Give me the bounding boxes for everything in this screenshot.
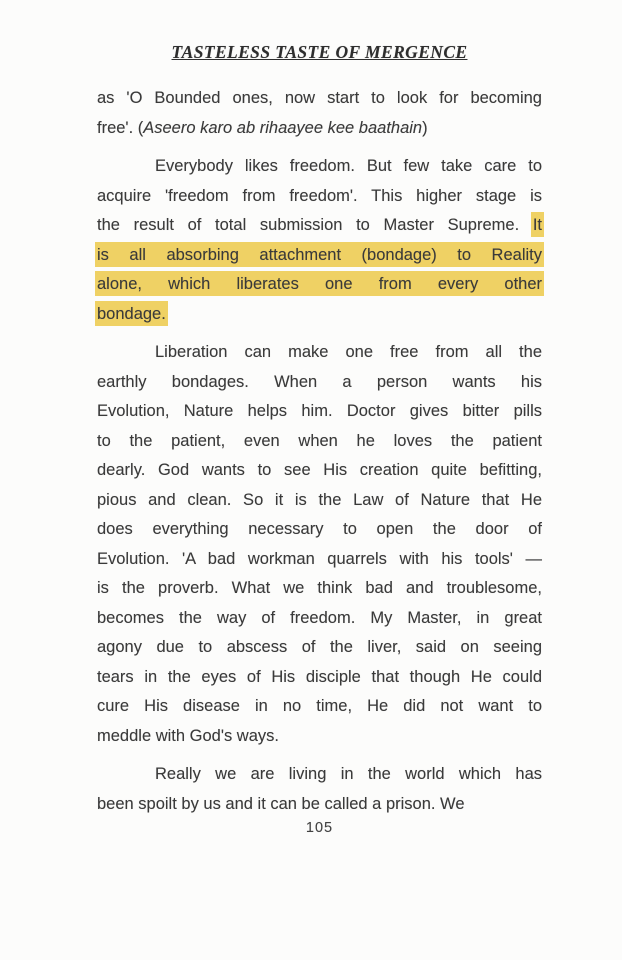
text-line [97,300,542,330]
text-line [97,633,542,663]
text-segment: been spoilt by us and it can be called a prison. We [97,794,465,813]
text-segment: Liberation can make one free from all the [155,343,542,361]
text-segment: is the proverb. What we think bad and troublesome, [97,579,542,597]
text-line [97,368,542,398]
text-segment: Evolution. 'A bad workman quarrels with his tools' — [97,549,542,568]
text-segment: Everybody likes freedom. But few take care to [155,157,542,175]
text-line [97,790,542,820]
text-line [97,456,542,486]
text-segment: meddle with God's ways. [97,726,279,745]
text-segment: acquire 'freedom from freedom'. This higher stage is [97,186,542,205]
paragraph [97,84,542,143]
text-segment: becomes the way of freedom. My Master, in great [97,608,542,627]
text-line [97,397,542,427]
page-number: 105 [305,820,334,836]
text-line [97,182,542,212]
text-segment: as 'O Bounded ones, now start to look for becoming [97,89,542,107]
text-segment: to the patient, even when he loves the patient [97,431,542,450]
text-line [97,427,542,457]
text-line [97,338,542,368]
page-title: TASTELESS TASTE OF MERGENCE [171,42,468,62]
text-segment: earthly bondages. When a person wants his [97,372,542,391]
text-segment: the result of total submission to Master Supreme. [97,216,533,234]
text-line [97,692,542,722]
text-segment: pious and clean. So it is the Law of Nature that He [97,490,542,509]
text-line [97,241,542,271]
text-segment: does everything necessary to open the door of [97,520,542,538]
paragraph [97,338,542,751]
text-segment: Aseero karo ab rihaayee kee baathain [143,118,423,137]
text-line [97,545,542,575]
text-line [97,114,542,144]
highlighted-text: alone, which liberates one from every other [97,271,542,296]
text-line [97,574,542,604]
highlighted-text: is all absorbing attachment (bondage) to Reality [97,242,542,267]
text-segment: cure His disease in no time, He did not want to [97,697,542,715]
text-segment: free'. ( [97,118,144,137]
text-segment: ) [422,118,428,137]
highlighted-text: bondage. [97,301,166,326]
page-body [97,84,542,819]
text-line [97,270,542,300]
text-segment: agony due to abscess of the liver, said on seeing [97,638,542,656]
text-line [97,760,542,790]
text-line [97,486,542,516]
paragraph [97,152,542,329]
highlighted-text: It [533,212,542,237]
text-line [97,211,542,241]
text-segment: tears in the eyes of His disciple that though He could [97,667,542,686]
text-line [97,663,542,693]
text-line [97,722,542,752]
text-line [97,152,542,182]
text-line [97,515,542,545]
text-segment: Evolution, Nature helps him. Doctor gives bitter pills [97,402,542,420]
text-segment: dearly. God wants to see His creation quite befitting, [97,461,542,479]
text-segment: Really we are living in the world which has [155,765,542,783]
text-line [97,84,542,114]
text-line [97,604,542,634]
paragraph [97,760,542,819]
